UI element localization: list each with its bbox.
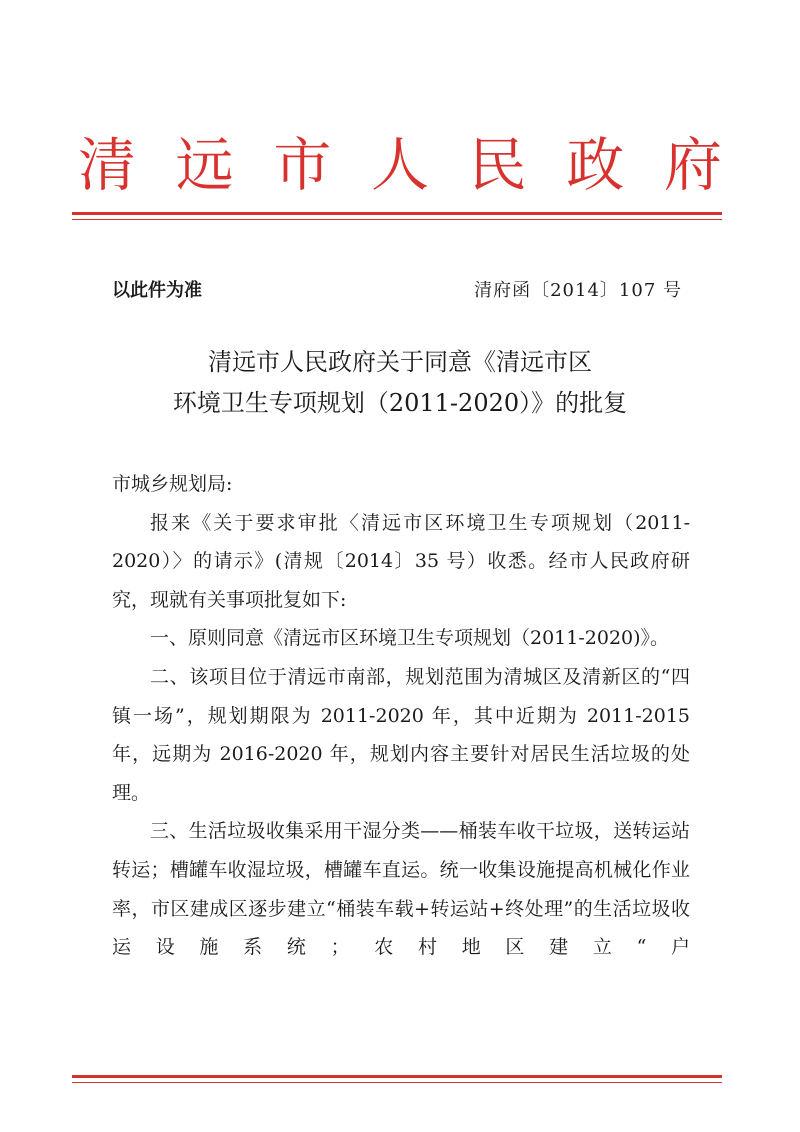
header-char: 清	[78, 131, 137, 199]
title-line-1: 清远市人民政府关于同意《清远市区	[208, 348, 592, 376]
header-divider-thick	[72, 212, 722, 215]
body-paragraph: 一、原则同意《清远市区环境卫生专项规划（2011-2020)》。	[150, 627, 670, 650]
document-body	[112, 465, 690, 967]
validity-note: 以此件为准	[112, 280, 202, 301]
header-char: 府	[663, 131, 722, 199]
header-char: 人	[370, 131, 429, 199]
header-divider-thin	[72, 219, 722, 220]
issuing-authority-header	[78, 120, 722, 210]
footer-divider-thick	[72, 1075, 722, 1078]
header-char: 民	[468, 131, 527, 199]
document-meta-row	[112, 276, 682, 306]
body-paragraph: 报来《关于要求审批〈清远市区环境卫生专项规划（2011-2020）〉的请示》(清规〔2014〕35 号）收悉。经市人民政府研究，现就有关事项批复如下:	[112, 511, 690, 611]
body-paragraph: 三、生活垃圾收集采用干湿分类——桶装车收干垃圾，送转运站转运；槽罐车收湿垃圾，槽罐车直运。统一收集设施提高机械化作业率，市区建成区逐步建立“桶装车载+转运站+终处理”的生活垃圾收运设施系统；农村地区建立“户	[112, 820, 690, 959]
title-line-2: 环境卫生专项规划（2011-2020）》的批复	[172, 389, 628, 417]
header-char: 政	[566, 131, 625, 199]
footer-divider-thin	[72, 1082, 722, 1083]
document-number: 清府函〔2014〕107 号	[474, 280, 682, 301]
header-char: 远	[175, 131, 234, 199]
recipient-line: 市城乡规划局:	[112, 473, 233, 495]
header-char: 市	[273, 131, 332, 199]
body-paragraph: 二、该项目位于清远市南部，规划范围为清城区及清新区的“四镇一场”，规划期限为 2011-2020 年，其中近期为 2011-2015 年，远期为 2016-2020 年，规划内容主要针对居民生活垃圾的处理。	[112, 665, 690, 804]
document-title	[80, 342, 720, 424]
